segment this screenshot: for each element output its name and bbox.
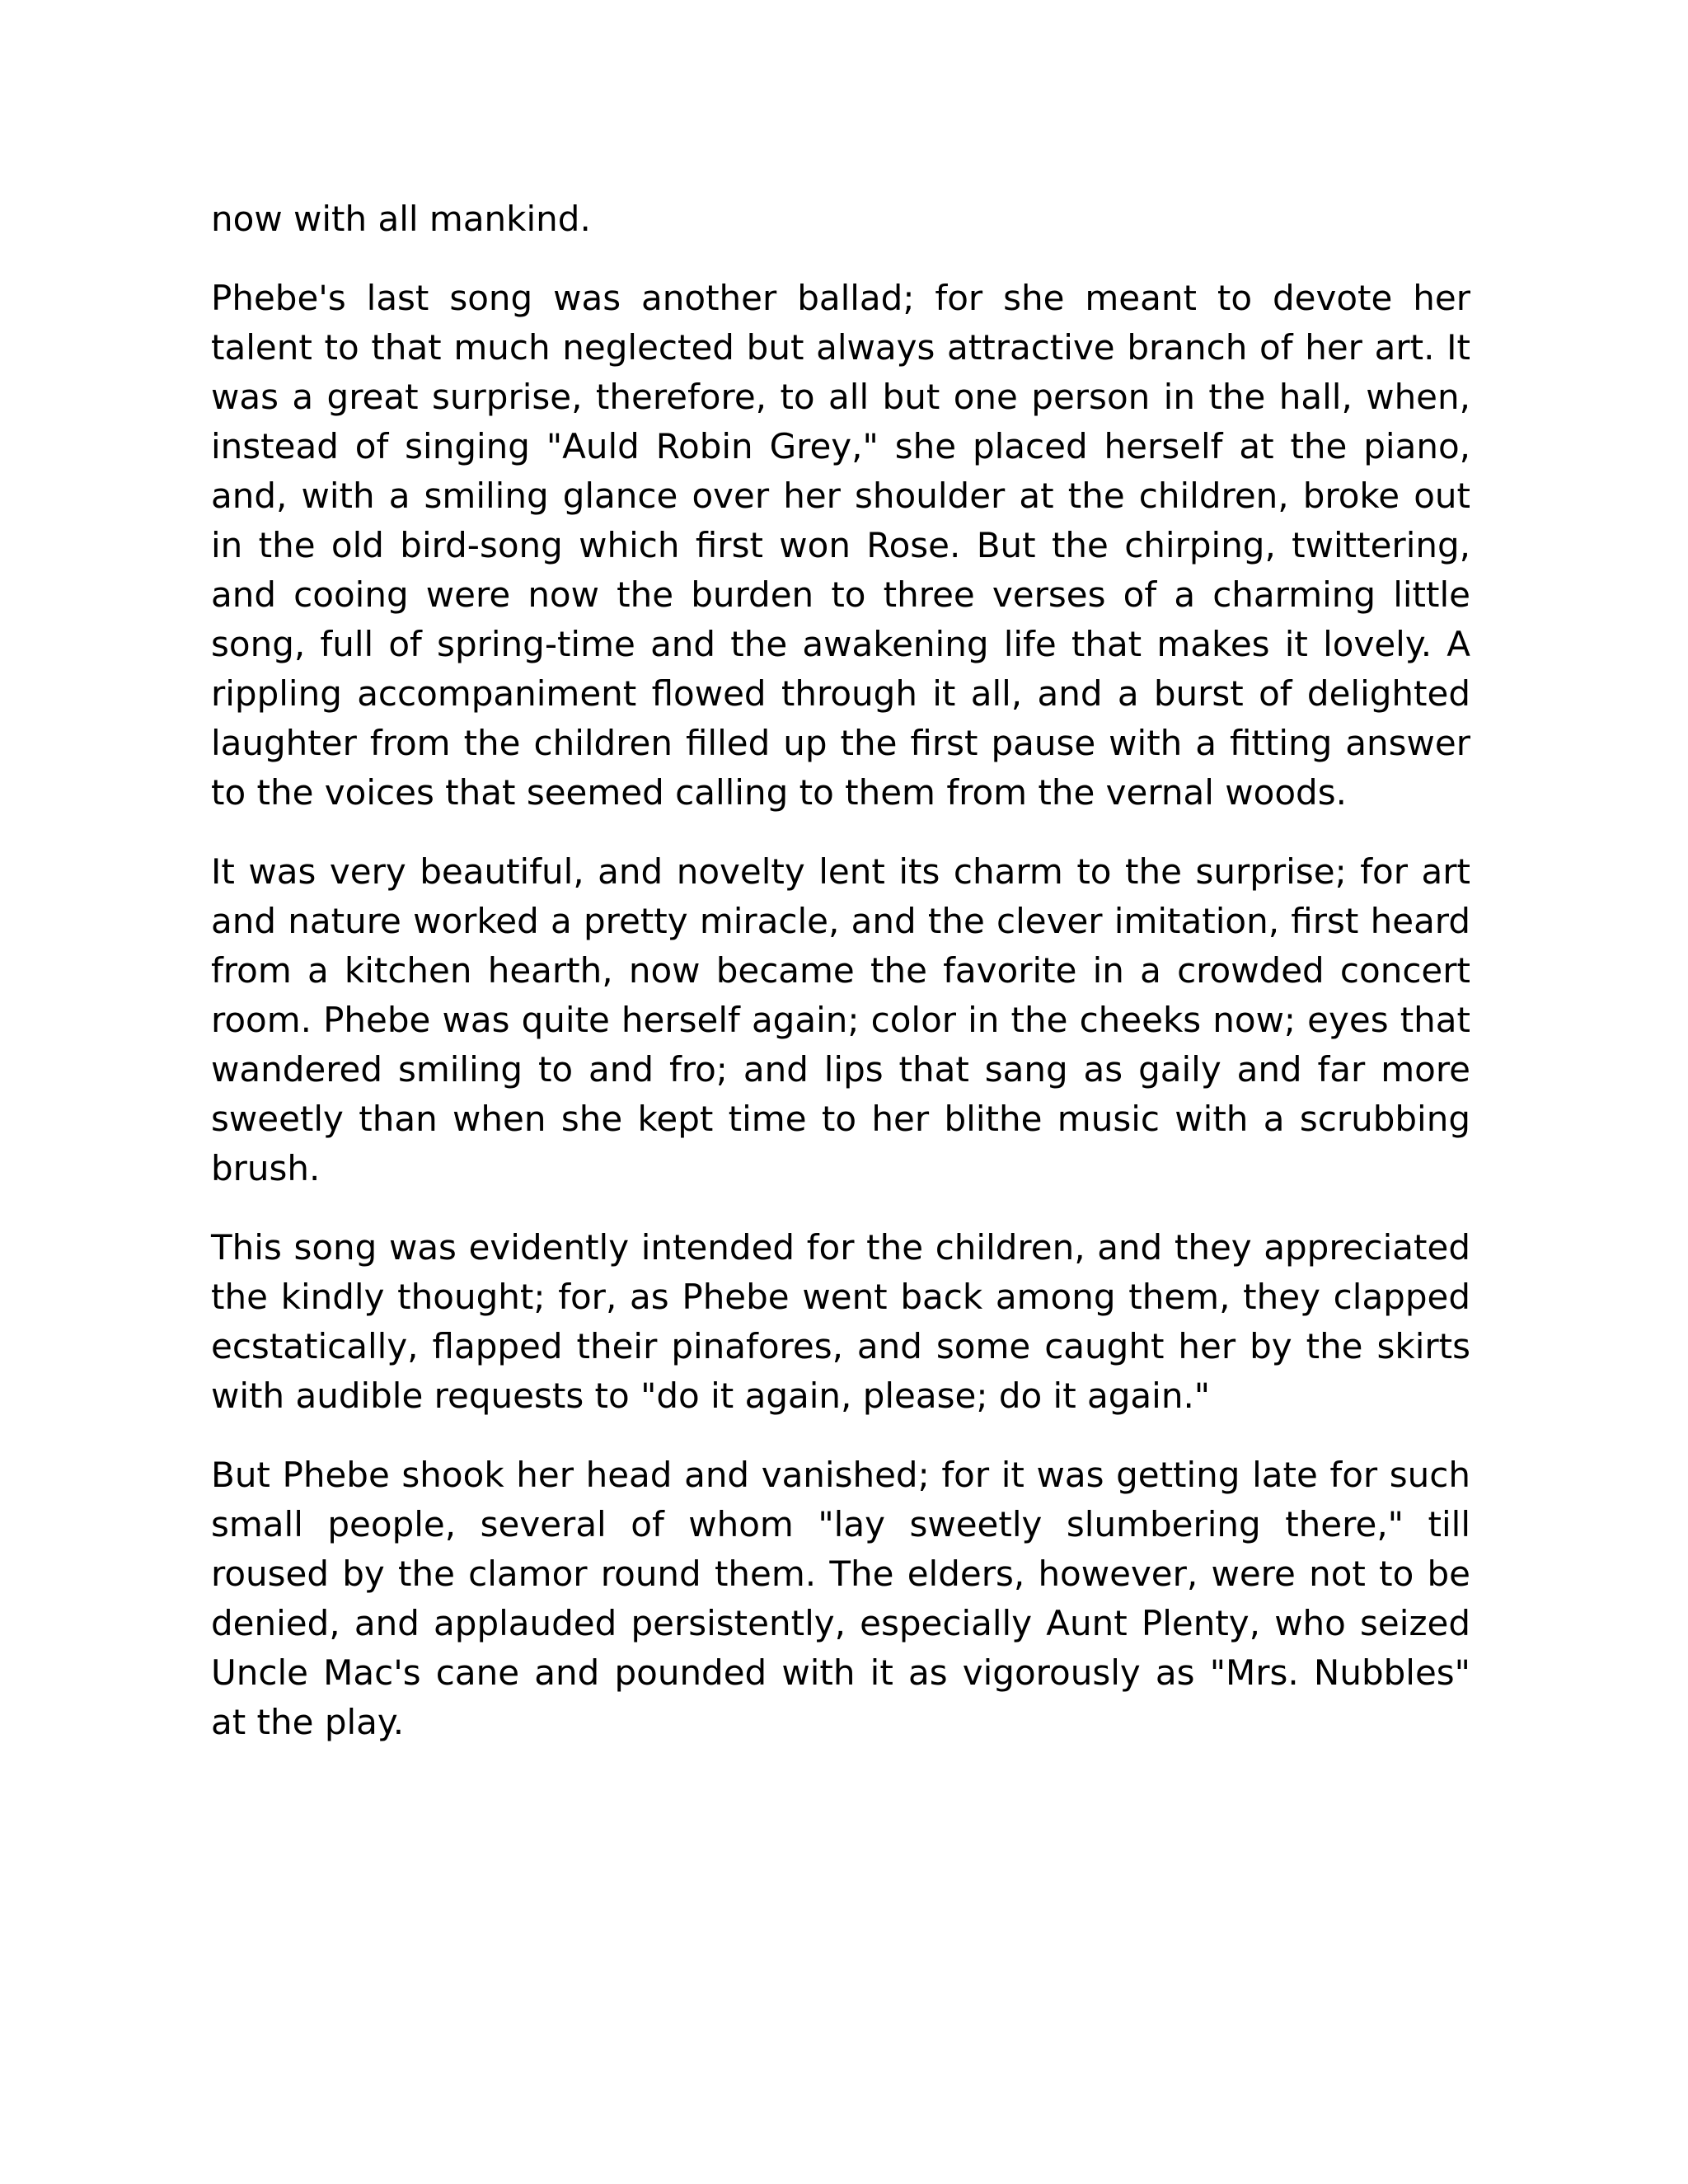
paragraph-last-song: Phebe's last song was another ballad; for she meant to devote her talent to that much neglected but always attractive branch of her art. It was a great surprise, therefore, to all but one person in the hall, when, instead of singing "Auld Robin Grey," she placed herself at the piano, and, with a smiling glance over her shoulder at the children, broke out in the old bird-song which first won Rose. But the chirping, twittering, and cooing were now the burden to three verses of a charming little song, full of spring-time and the awakening life that makes it lovely. A rippling accompaniment flowed through it all, and a burst of delighted laughter from the children filled up the first pause with a fitting answer to the voices that seemed calling to them from the vernal woods. <box>211 278 1470 813</box>
paragraph-continuation: now with all mankind. <box>211 199 591 239</box>
paragraph-phebe-vanished: But Phebe shook her head and vanished; for it was getting late for such small people, several of whom "lay sweetly slumbering there," till roused by the clamor round them. The elders, however, were not to be denied, and applauded persistently, especially Aunt Plenty, who seized Uncle Mac's cane and pounded with it as vigorously as "Mrs. Nubbles" at the play. <box>211 1455 1470 1742</box>
paragraph-song-for-children: This song was evidently intended for the children, and they appreciated the kindly thought; for, as Phebe went back among them, they clapped ecstatically, flapped their pinafores, and some caught her by the skirts with audible requests to "do it again, please; do it again." <box>211 1227 1470 1416</box>
paragraph-very-beautiful: It was very beautiful, and novelty lent its charm to the surprise; for art and nature worked a pretty miracle, and the clever imitation, first heard from a kitchen hearth, now became the favorite in a crowded concert room. Phebe was quite herself again; color in the cheeks now; eyes that wandered smiling to and fro; and lips that sang as gaily and far more sweetly than when she kept time to her blithe music with a scrubbing brush. <box>211 851 1470 1188</box>
document-page <box>211 194 1470 1777</box>
